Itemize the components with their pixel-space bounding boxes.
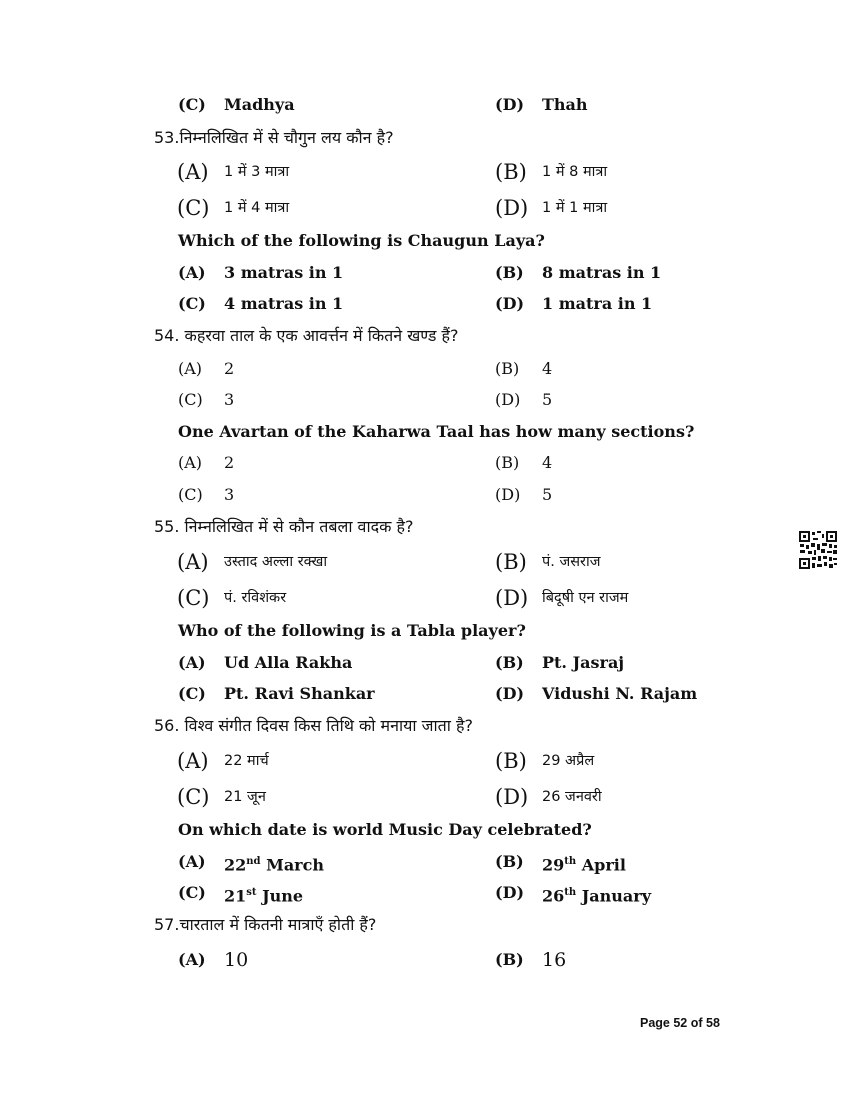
option-text: 3 <box>224 390 235 409</box>
option-label: (C) <box>177 196 210 220</box>
option-row <box>0 946 850 974</box>
option-text: 3 <box>224 485 235 504</box>
option-label: (C) <box>178 684 206 703</box>
option-row <box>0 158 850 186</box>
option-text: 16 <box>542 949 567 971</box>
option-row <box>0 680 850 708</box>
option-label: (D) <box>495 485 521 504</box>
option-label: (D) <box>495 196 529 220</box>
qr-code-icon <box>798 530 838 570</box>
option-row <box>0 879 850 907</box>
option-text: 1 में 4 मात्रा <box>224 200 290 216</box>
option-row <box>0 548 850 576</box>
option-label: (C) <box>178 390 203 409</box>
option-row <box>0 386 850 414</box>
option-label: (C) <box>178 95 206 114</box>
option-text: 3 matras in 1 <box>224 263 344 282</box>
option-row <box>0 747 850 775</box>
option-label: (D) <box>495 95 525 114</box>
option-row <box>0 259 850 287</box>
option-text: 21st June <box>224 886 304 906</box>
page-number: Page 52 of 58 <box>640 1016 720 1030</box>
option-text: Vidushi N. Rajam <box>542 684 698 703</box>
option-text: 2 <box>224 359 235 378</box>
option-label: (D) <box>495 785 529 809</box>
question-english: On which date is world Music Day celebrated? <box>178 820 592 839</box>
option-text: 21 जून <box>224 789 266 805</box>
option-label: (D) <box>495 883 525 902</box>
option-text: 2 <box>224 453 235 472</box>
option-text: Thah <box>542 95 588 114</box>
option-label: (B) <box>495 160 527 184</box>
option-text: 29 अप्रैल <box>542 753 595 769</box>
option-label: (C) <box>178 294 206 313</box>
option-text: Pt. Jasraj <box>542 653 625 672</box>
option-label: (A) <box>178 950 206 969</box>
question-hindi: 53.निम्नलिखित में से चौगुन लय कौन है? <box>154 128 394 147</box>
option-label: (C) <box>178 485 203 504</box>
option-text: 4 <box>542 359 553 378</box>
question-english: Which of the following is Chaugun Laya? <box>178 231 545 250</box>
option-label: (A) <box>178 453 203 472</box>
option-text: पं. रविशंकर <box>224 590 287 606</box>
option-text: 8 matras in 1 <box>542 263 662 282</box>
option-label: (B) <box>495 852 524 871</box>
option-label: (B) <box>495 550 527 574</box>
option-label: (C) <box>177 586 210 610</box>
option-row <box>0 355 850 383</box>
option-text: 4 <box>542 453 553 472</box>
option-text: उस्ताद अल्ला रक्खा <box>224 554 328 570</box>
option-text: 1 में 8 मात्रा <box>542 164 608 180</box>
option-label: (A) <box>178 263 206 282</box>
option-label: (B) <box>495 263 524 282</box>
option-label: (A) <box>177 749 209 773</box>
option-label: (A) <box>177 160 209 184</box>
option-row <box>0 584 850 612</box>
question-hindi: 56. विश्व संगीत दिवस किस तिथि को मनाया जाता है? <box>154 716 473 735</box>
option-text: 5 <box>542 485 553 504</box>
option-row <box>0 848 850 876</box>
option-label: (B) <box>495 359 520 378</box>
option-text: 22nd March <box>224 855 324 875</box>
question-hindi: 54. कहरवा ताल के एक आवर्त्तन में कितने खण्ड हैं? <box>154 326 459 345</box>
option-label: (A) <box>178 653 206 672</box>
option-text: 4 matras in 1 <box>224 294 344 313</box>
option-label: (A) <box>178 852 206 871</box>
option-text: 26th January <box>542 886 652 906</box>
option-label: (B) <box>495 950 524 969</box>
option-label: (D) <box>495 586 529 610</box>
question-english: One Avartan of the Kaharwa Taal has how many sections? <box>178 422 695 441</box>
option-text: 5 <box>542 390 553 409</box>
option-text: 1 में 3 मात्रा <box>224 164 290 180</box>
option-label: (D) <box>495 294 525 313</box>
option-label: (B) <box>495 749 527 773</box>
option-label: (D) <box>495 684 525 703</box>
option-row <box>0 290 850 318</box>
option-label: (B) <box>495 453 520 472</box>
option-text: 1 matra in 1 <box>542 294 653 313</box>
question-english: Who of the following is a Tabla player? <box>178 621 526 640</box>
option-row <box>0 481 850 509</box>
option-text: 29th April <box>542 855 626 875</box>
option-label: (C) <box>177 785 210 809</box>
option-text: Madhya <box>224 95 295 114</box>
option-label: (C) <box>178 883 206 902</box>
option-text: पं. जसराज <box>542 554 601 570</box>
option-text: 10 <box>224 949 249 971</box>
option-text: 22 मार्च <box>224 753 269 769</box>
option-row <box>0 449 850 477</box>
option-row <box>0 91 850 119</box>
question-hindi: 55. निम्नलिखित में से कौन तबला वादक है? <box>154 517 414 536</box>
option-row <box>0 783 850 811</box>
option-label: (A) <box>178 359 203 378</box>
question-hindi: 57.चारताल में कितनी मात्राएँ होती हैं? <box>154 915 377 934</box>
option-label: (B) <box>495 653 524 672</box>
option-text: बिदूषी एन राजम <box>542 590 629 606</box>
option-text: 26 जनवरी <box>542 789 602 805</box>
option-text: Ud Alla Rakha <box>224 653 353 672</box>
option-text: Pt. Ravi Shankar <box>224 684 375 703</box>
option-text: 1 में 1 मात्रा <box>542 200 608 216</box>
option-label: (D) <box>495 390 521 409</box>
option-label: (A) <box>177 550 209 574</box>
option-row <box>0 194 850 222</box>
option-row <box>0 649 850 677</box>
